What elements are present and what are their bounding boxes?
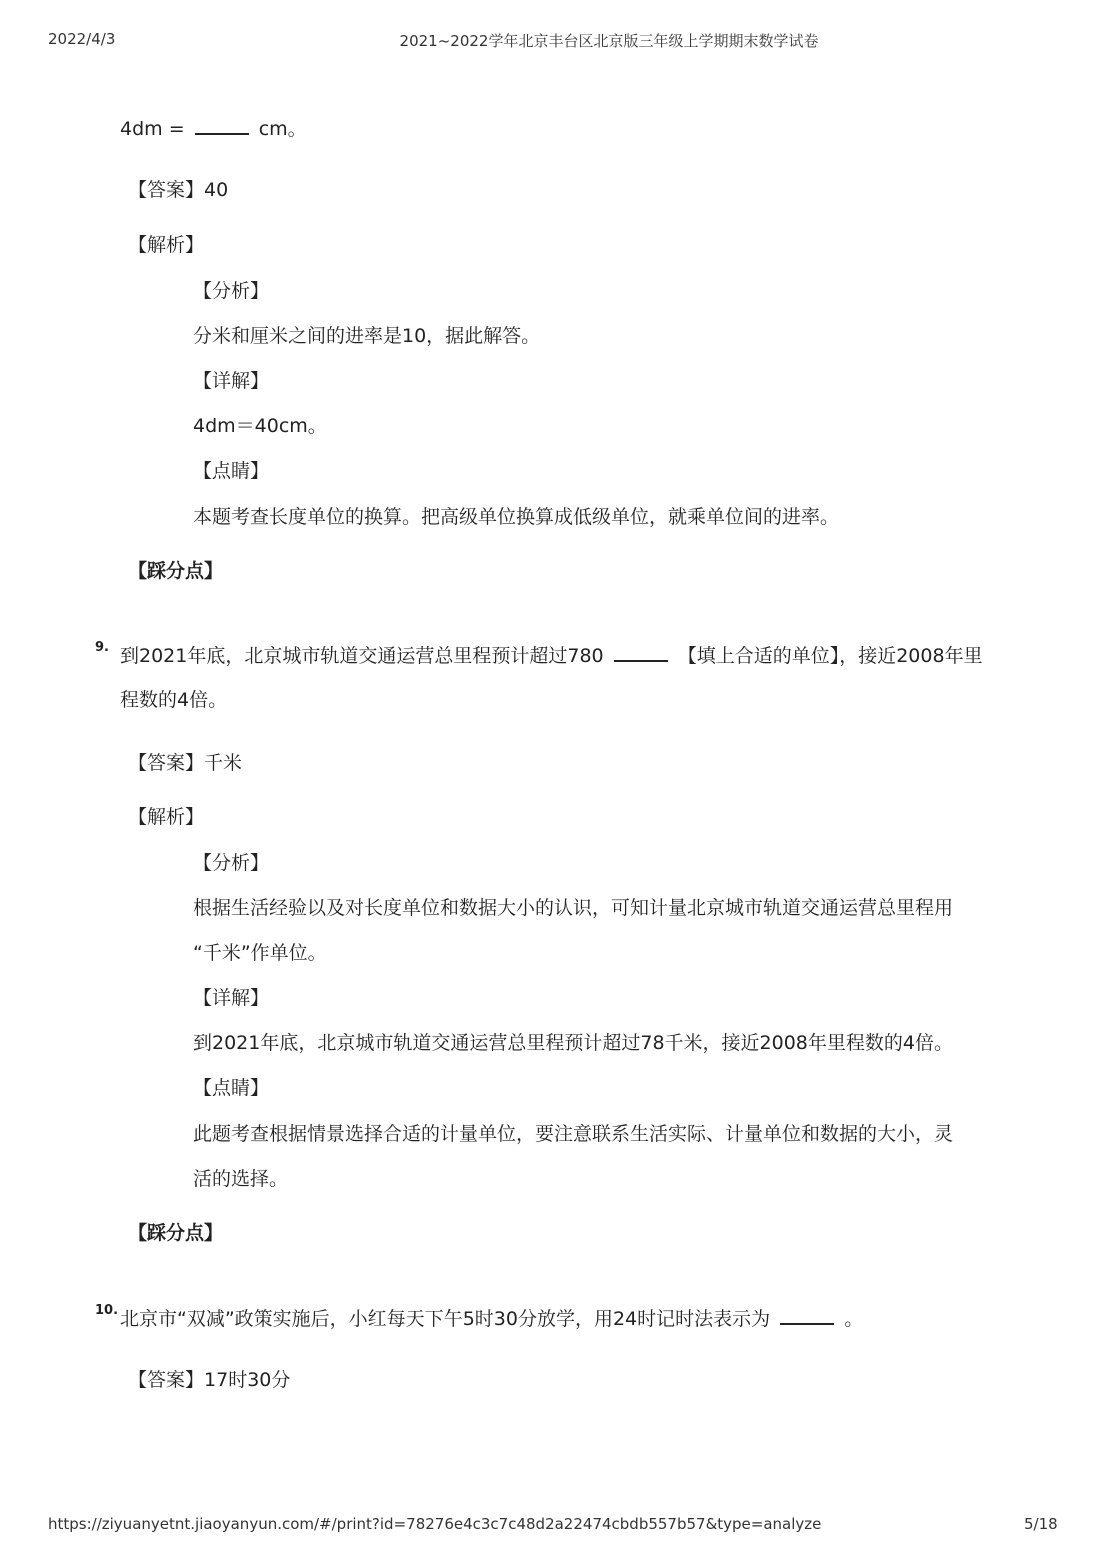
answer-label: 【答案】 xyxy=(128,752,205,774)
q10-stem xyxy=(120,1305,863,1332)
q10-stem-post: 。 xyxy=(844,1308,864,1330)
q9-dianjing-text-1: 此题考查根据情景选择合适的计量单位，要注意联系生活实际、计量单位和数据的大小，灵 xyxy=(193,1123,954,1145)
q9-number: 9. xyxy=(95,640,109,655)
document-title: 2021~2022学年北京丰台区北京版三年级上学期期末数学试卷 xyxy=(399,32,819,50)
answer-label: 【答案】 xyxy=(128,179,205,201)
q9-stem-line1 xyxy=(120,642,983,669)
q9-fenxi-text-1: 根据生活经验以及对长度单位和数据大小的认识，可知计量北京城市轨道交通运营总里程用 xyxy=(193,897,954,919)
q9-stem-pre: 到2021年底，北京城市轨道交通运营总里程预计超过780 xyxy=(120,645,604,667)
answer-value: 40 xyxy=(204,179,229,201)
q9-caifen-heading: 【踩分点】 xyxy=(128,1222,224,1244)
q9-xiangjie-text: 到2021年底，北京城市轨道交通运营总里程预计超过78千米，接近2008年里程数的4倍。 xyxy=(193,1032,953,1054)
q8-answer xyxy=(128,177,228,203)
print-date: 2022/4/3 xyxy=(48,30,116,48)
answer-label: 【答案】 xyxy=(128,1369,205,1391)
page-number: 5/18 xyxy=(1024,1515,1058,1533)
q8-fenxi-label: 【分析】 xyxy=(193,280,270,302)
q9-answer-blank xyxy=(614,642,668,662)
q8-dianjing-text: 本题考查长度单位的换算。把高级单位换算成低级单位，就乘单位间的进率。 xyxy=(193,506,840,528)
q9-answer xyxy=(128,750,242,776)
q8-fenxi-text: 分米和厘米之间的进率是10，据此解答。 xyxy=(193,325,541,347)
q8-caifen-heading: 【踩分点】 xyxy=(128,560,224,582)
q8-stem-post: cm。 xyxy=(258,118,307,140)
q8-stem xyxy=(120,115,307,142)
q9-jiexi-heading: 【解析】 xyxy=(128,806,205,828)
answer-value: 17时30分 xyxy=(204,1369,291,1391)
q10-stem-pre: 北京市“双减”政策实施后，小红每天下午5时30分放学，用24时记时法表示为 xyxy=(120,1308,771,1330)
q10-answer xyxy=(128,1367,290,1393)
q8-xiangjie-label: 【详解】 xyxy=(193,370,270,392)
q9-stem-line2: 程数的4倍。 xyxy=(120,689,228,711)
q10-number: 10. xyxy=(95,1303,119,1318)
page-url: https://ziyuanyetnt.jiaoyanyun.com/#/print?id=78276e4c3c7c48d2a22474cbdb557b57&type=analyze xyxy=(48,1515,822,1533)
q8-stem-pre: 4dm = xyxy=(120,118,185,140)
q9-xiangjie-label: 【详解】 xyxy=(193,987,270,1009)
q8-answer-blank xyxy=(195,115,249,135)
q9-stem-post: 【填上合适的单位】，接近2008年里 xyxy=(677,645,983,667)
q9-fenxi-label: 【分析】 xyxy=(193,852,270,874)
q9-dianjing-label: 【点睛】 xyxy=(193,1077,270,1099)
answer-value: 千米 xyxy=(204,752,243,774)
q10-answer-blank xyxy=(780,1305,834,1325)
q9-dianjing-text-2: 活的选择。 xyxy=(193,1168,289,1190)
q8-jiexi-heading: 【解析】 xyxy=(128,234,205,256)
q9-fenxi-text-2: “千米”作单位。 xyxy=(193,942,327,964)
q8-xiangjie-text: 4dm＝40cm。 xyxy=(193,415,327,437)
q8-dianjing-label: 【点睛】 xyxy=(193,460,270,482)
